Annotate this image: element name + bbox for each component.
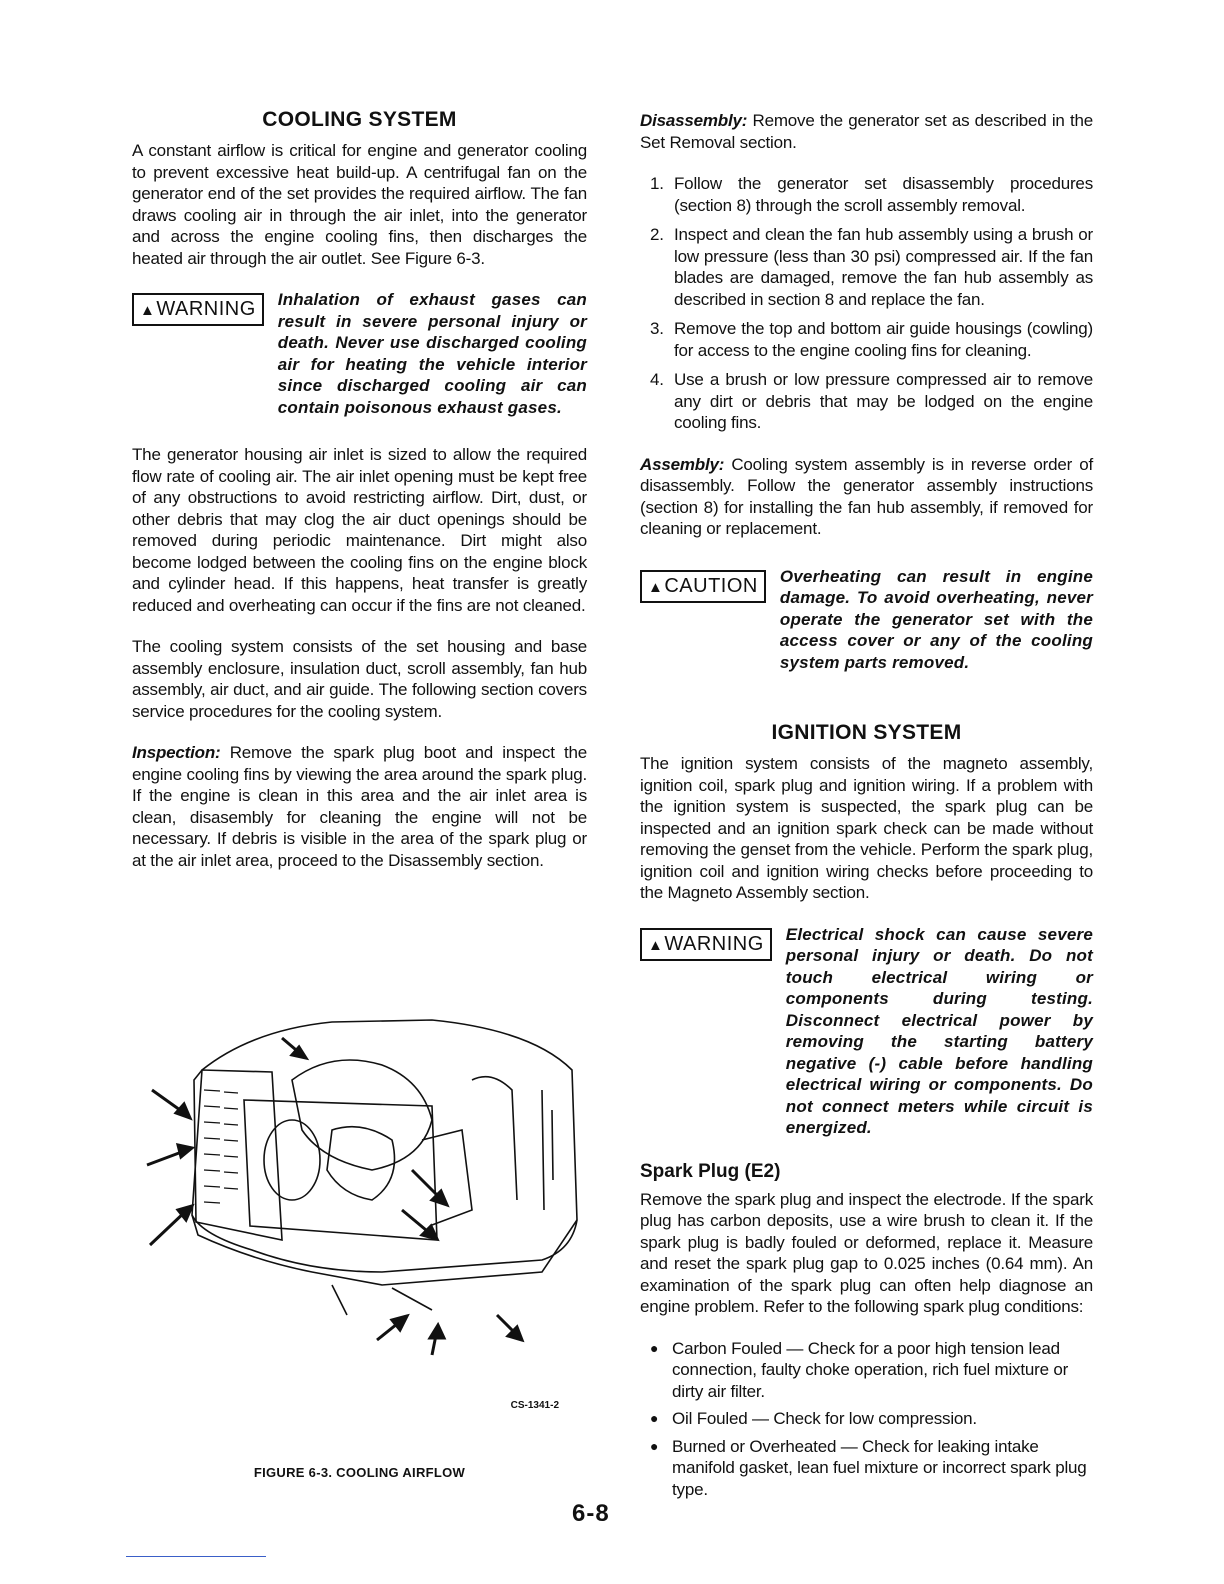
- caution-text: Overheating can result in engine damage. To avoid overheating, never operate the generator set with the access cover or any of the cooling system parts removed.: [779, 566, 1093, 672]
- assembly-label: Assembly:: [640, 454, 725, 474]
- disassembly-paragraph: [640, 110, 1093, 153]
- assembly-text: Cooling system assembly is in reverse order of disassembly. Follow the generator assembly instructions (section 8) for installing the fan hub assembly, if removed for cleaning or replacement.: [640, 454, 1093, 538]
- air-inlet-paragraph: The generator housing air inlet is sized to allow the required flow rate of cooling air. The air inlet opening must be kept free of any obstructions to avoid restricting airflow. Dirt, dust, or other debris that may clog the air duct openings should be removed during periodic maintenance. Dirt might also become lodged between the cooling fins on the engine block and cylinder head. If this happens, heat transfer is greatly reduced and overheating can occur if the fins are not cleaned.: [132, 445, 587, 615]
- caution-triangle-icon: ▲: [648, 578, 664, 596]
- right-column: [640, 110, 1093, 1506]
- bullet-icon: ●: [650, 1339, 659, 1356]
- list-item: ● Carbon Fouled — Check for a poor high tension lead connection, faulty choke operation, rich fuel mixture or dirty air filter.: [650, 1338, 1069, 1401]
- ignition-intro-paragraph: The ignition system consists of the magneto assembly, ignition coil, spark plug and ignition wiring. If a problem with the ignition system is suspected, the spark plug can be inspected and an ignition spark check can be made without removing the genset from the vehicle. Perform the spark plug, ignition coil and ignition wiring checks before proceeding to the Magneto Assembly section.: [640, 754, 1093, 902]
- warning-badge: ▲WARNING: [132, 293, 264, 326]
- list-item: 1. Follow the generator set disassembly procedures (section 8) through the scroll assembly removal.: [650, 174, 1093, 215]
- inspection-label: Inspection:: [132, 743, 221, 762]
- exhaust-warning: [132, 289, 587, 418]
- left-column: [132, 108, 587, 889]
- inspection-text: Remove the spark plug boot and inspect the engine cooling fins by viewing the area around the spark plug. If the engine is clean in this area and the air inlet area is clean, disasembly for cleaning the engine will not be necessary. If debris is visible in the area of the spark plug or at the air inlet area, proceed to the Disassembly section.: [132, 743, 587, 870]
- generator-housing-illustration: [132, 1010, 587, 1410]
- inspection-paragraph: [132, 742, 587, 871]
- spark-plug-heading: Spark Plug (E2): [640, 1160, 781, 1182]
- caution-badge: ▲CAUTION: [640, 570, 766, 603]
- assembly-paragraph: [640, 454, 1093, 540]
- list-item: ● Oil Fouled — Check for low compression.: [650, 1409, 977, 1428]
- warning-triangle-icon: ▲: [140, 302, 156, 319]
- cooling-airflow-figure: [132, 1010, 587, 1480]
- list-item: 2. Inspect and clean the fan hub assembly using a brush or low pressure (less than 30 psi) compressed air. If the fan blades are damaged, remove the fan hub assembly as described in section 8 and replace the fan.: [650, 225, 1093, 309]
- spark-plug-conditions: [640, 1338, 1093, 1501]
- warning-text: Electrical shock can cause severe personal injury or death. Do not touch electrical wiring or components during testing. Disconnect electrical power by removing the starting battery negative (-) cable before handling electrical wiring or components. Do not connect meters while circuit is energized.: [785, 924, 1093, 1137]
- page-number: 6-8: [572, 1500, 610, 1527]
- warning-triangle-icon: ▲: [648, 936, 664, 954]
- disassembly-label: Disassembly:: [640, 111, 748, 130]
- ignition-system-heading: IGNITION SYSTEM: [771, 721, 962, 744]
- warning-text: Inhalation of exhaust gases can result in severe personal injury or death. Never use discharged cooling air for heating the vehicle interior since discharged cooling air can contain poisonous exhaust gases.: [277, 290, 587, 417]
- system-components-paragraph: The cooling system consists of the set housing and base assembly enclosure, insulation duct, scroll assembly, fan hub assembly, air duct, and air guide. The following section covers service procedures for the cooling system.: [132, 637, 587, 721]
- cooling-intro-paragraph: A constant airflow is critical for engine and generator cooling to prevent excessive heat build-up. A centrifugal fan on the generator end of the set provides the required airflow. The fan draws cooling air in through the air inlet, into the generator and across the engine cooling fins, then discharges the heated air through the air outlet. See Figure 6-3.: [132, 141, 587, 268]
- warning-badge: ▲WARNING: [640, 928, 772, 961]
- figure-code: CS-1341-2: [510, 1400, 559, 1411]
- disassembly-steps: [640, 173, 1093, 434]
- list-item: ● Burned or Overheated — Check for leaking intake manifold gasket, lean fuel mixture or incorrect spark plug type.: [650, 1436, 1087, 1499]
- figure-caption: FIGURE 6-3. COOLING AIRFLOW: [253, 1465, 466, 1480]
- list-item: 3. Remove the top and bottom air guide housings (cowling) for access to the engine cooling fins for cleaning.: [650, 319, 1093, 360]
- overheating-caution: [640, 566, 1093, 674]
- bullet-icon: ●: [650, 1437, 659, 1454]
- electrical-warning: [640, 924, 1093, 1139]
- disassembly-text: Remove the generator set as described in the Set Removal section.: [640, 111, 1093, 152]
- footer-divider: [126, 1556, 266, 1557]
- spark-plug-paragraph: Remove the spark plug and inspect the electrode. If the spark plug has carbon deposits, use a wire brush to clean it. If the spark plug is badly fouled or deformed, replace it. Measure and reset the spark plug gap to 0.025 inches (0.64 mm). An examination of the spark plug can often help diagnose an engine problem. Refer to the following spark plug conditions:: [640, 1189, 1093, 1316]
- bullet-icon: ●: [650, 1410, 659, 1426]
- list-item: 4. Use a brush or low pressure compressed air to remove any dirt or debris that may be lodged on the engine cooling fins.: [650, 370, 1093, 432]
- cooling-system-heading: COOLING SYSTEM: [262, 108, 457, 131]
